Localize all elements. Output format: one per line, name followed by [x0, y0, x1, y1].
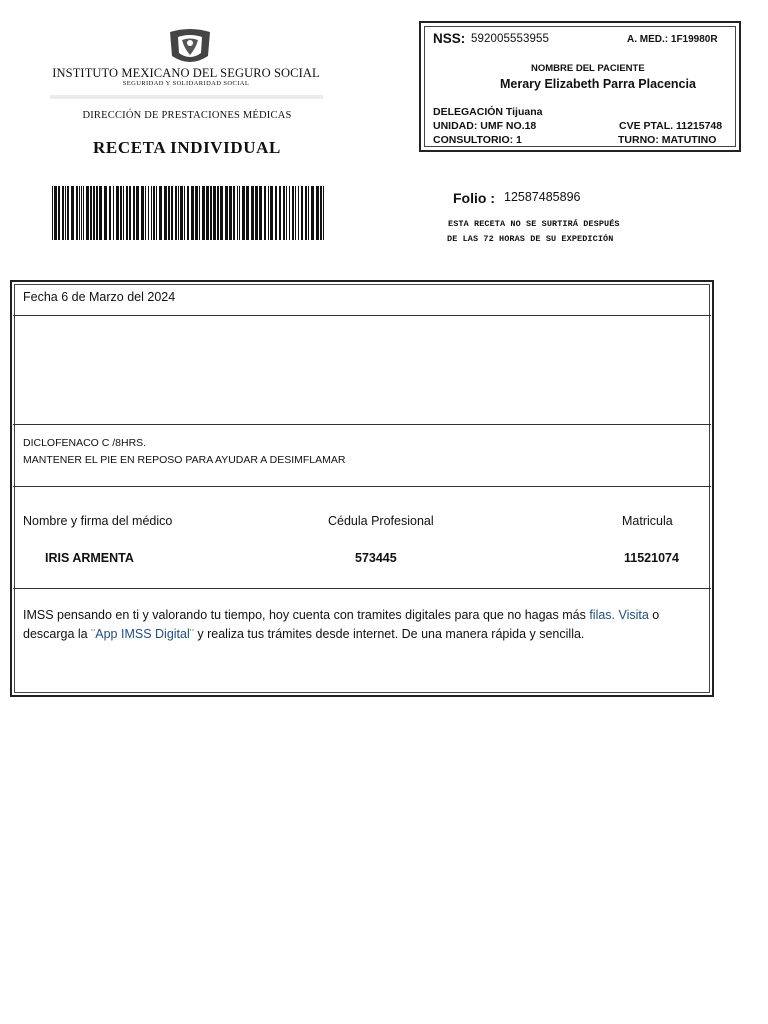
doctor-name-header: Nombre y firma del médico [23, 514, 173, 528]
document-title: RECETA INDIVIDUAL [93, 138, 281, 157]
expiry-warning-line2: DE LAS 72 HORAS DE SU EXPEDICIÓN [447, 234, 614, 244]
filas-visita-link[interactable]: filas. Visita [589, 608, 649, 622]
imss-eagle-logo-icon [168, 28, 212, 66]
matricula-value: 11521074 [624, 551, 679, 565]
notice-text: y realiza tus trámites desde internet. De una manera rápida y sencilla. [193, 627, 585, 641]
divider [13, 315, 711, 316]
app-imss-digital-link[interactable]: ¨App IMSS Digital¨ [91, 627, 194, 641]
imss-digital-notice [23, 606, 703, 644]
matricula-header: Matricula [622, 514, 673, 528]
unidad: UNIDAD: UMF NO.18 [433, 120, 537, 132]
amed-value: A. MED.: 1F19980R [627, 34, 718, 45]
institution-subtitle: SEGURIDAD Y SOLIDARIDAD SOCIAL [122, 80, 250, 87]
header-divider [50, 95, 323, 99]
prescription-line-2: MANTENER EL PIE EN REPOSO PARA AYUDAR A DESIMFLAMAR [23, 454, 346, 466]
cedula-value: 573445 [355, 551, 397, 565]
notice-text: IMSS pensando en ti y valorando tu tiempo, hoy cuenta con tramites digitales para que no hagas más [23, 608, 590, 622]
divider [13, 424, 711, 425]
notice-text: o descarga la [23, 608, 660, 641]
cedula-header: Cédula Profesional [328, 514, 434, 528]
barcode-icon [52, 186, 324, 240]
divider [13, 486, 711, 487]
nss-label: NSS: [433, 31, 466, 46]
nss-value: 592005553955 [471, 33, 549, 45]
prescription-line-1: DICLOFENACO C /8HRS. [23, 437, 147, 449]
delegacion: DELEGACIÓN Tijuana [433, 106, 543, 118]
turno: TURNO: MATUTINO [618, 134, 717, 146]
cve-ptal: CVE PTAL. 11215748 [619, 120, 723, 132]
prescription-date: Fecha 6 de Marzo del 2024 [23, 290, 176, 304]
divider [13, 588, 711, 589]
folio-label: Folio : [453, 190, 495, 206]
folio-value: 12587485896 [504, 190, 581, 204]
consultorio: CONSULTORIO: 1 [433, 134, 522, 146]
patient-name-value: Merary Elizabeth Parra Placencia [500, 77, 696, 91]
direction-label: DIRECCIÓN DE PRESTACIONES MÉDICAS [82, 110, 292, 121]
institution-name: INSTITUTO MEXICANO DEL SEGURO SOCIAL [52, 66, 320, 80]
doctor-name-value: IRIS ARMENTA [45, 551, 134, 565]
expiry-warning-line1: ESTA RECETA NO SE SURTIRÁ DESPUÉS [448, 219, 620, 229]
patient-name-label: NOMBRE DEL PACIENTE [531, 63, 645, 74]
